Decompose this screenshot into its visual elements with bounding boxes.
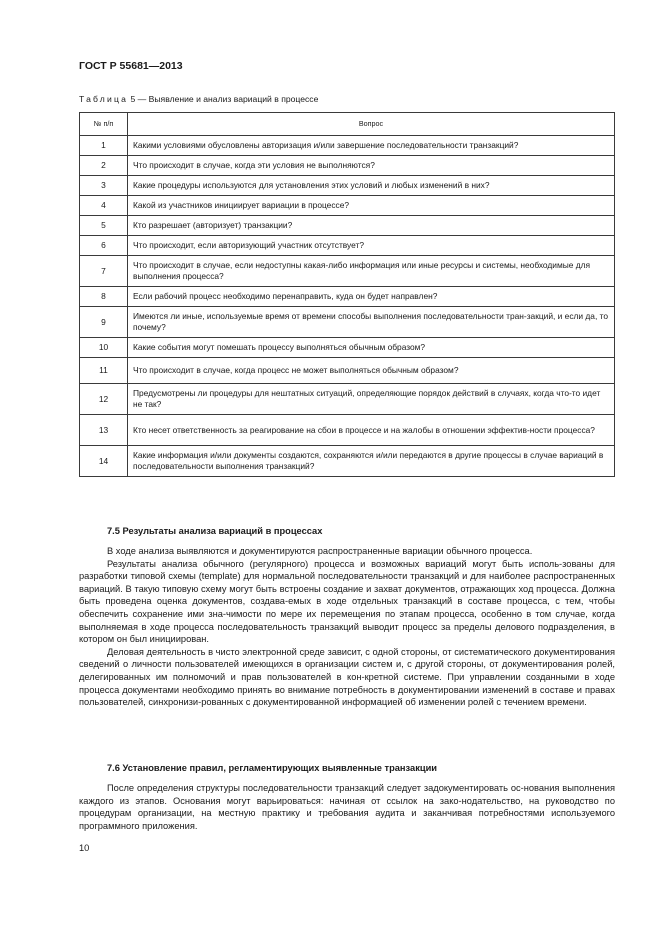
- table-row: [80, 384, 615, 415]
- row-question: Что происходит в случае, когда эти условия не выполняются?: [128, 156, 615, 176]
- document-header: ГОСТ Р 55681—2013: [79, 60, 183, 72]
- row-question: Какие события могут помешать процессу выполняться обычным образом?: [128, 338, 615, 358]
- row-question: Кто несет ответственность за реагирование на сбои в процессе и на жалобы в отношении эффектив-ности процесса?: [128, 415, 615, 446]
- paragraph: Результаты анализа обычного (регулярного) процесса и возможных вариаций могут быть исполь-зованы для разработки типовой схемы (template) для нормальной последовательности транзакций и для наиболее распространенных вариаций. В такую типовую схему могут быть встроены создание и захват документов, отражающих ход процесса. Должна быть проведена оценка документов, создава-емых в ходе отдельных транзакций в составе процесса, с тем, чтобы обеспечить сохранение ими зна-чимости по мере их перемещения по этапам процесса, особенно в том случае, когда выполняемая в ходе процесса последовательность транзакций выводит процесс за пределы делового подразделения, в котором он был инициирован.: [79, 558, 615, 645]
- row-question: Если рабочий процесс необходимо перенаправить, куда он будет направлен?: [128, 287, 615, 307]
- row-question: Какими условиями обусловлены авторизация и/или завершение последовательности транзакций?: [128, 136, 615, 156]
- row-question: Что происходит в случае, если недоступны какая-либо информация или иные ресурсы и системы, необходимые для выполнения процесса?: [128, 256, 615, 287]
- table-caption: [79, 94, 318, 104]
- table-row: [80, 156, 615, 176]
- row-number: 13: [80, 415, 128, 446]
- table-row: [80, 256, 615, 287]
- table-caption-text: 5 — Выявление и анализ вариаций в процессе: [130, 94, 319, 104]
- row-question: Какие процедуры используются для установления этих условий и любых изменений в них?: [128, 176, 615, 196]
- paragraph: Деловая деятельность в чисто электронной среде зависит, с одной стороны, от систематического документирования сведений о личности пользователей имеющихся в организации систем и, с другой стороны, от документирования ролей, делегированных им полномочий и прав пользователей в кон-кретной системе. При управлении созданными в ходе процесса документами необходимо принять во внимание потребность в документировании изменений в составе и правах пользователей, синхронизи-рованных с документированной информацией об изменении ролей с течением времени.: [79, 646, 615, 708]
- table-row: [80, 307, 615, 338]
- table-header-row: [80, 113, 615, 136]
- table-row: [80, 236, 615, 256]
- row-number: 2: [80, 156, 128, 176]
- section-7-6-title: 7.6 Установление правил, регламентирующих выявленные транзакции: [107, 763, 438, 773]
- row-number: 8: [80, 287, 128, 307]
- table-row: [80, 136, 615, 156]
- table-row: [80, 338, 615, 358]
- row-question: Имеются ли иные, используемые время от времени способы выполнения последовательности тран-закций, и если да, то почему?: [128, 307, 615, 338]
- row-question: Что происходит в случае, когда процесс не может выполняться обычным образом?: [128, 358, 615, 384]
- table-row: [80, 196, 615, 216]
- row-number: 7: [80, 256, 128, 287]
- row-question: Предусмотрены ли процедуры для нештатных ситуаций, определяющие порядок действий в случаях, когда что-то идет не так?: [128, 384, 615, 415]
- row-number: 11: [80, 358, 128, 384]
- row-number: 14: [80, 446, 128, 477]
- row-number: 4: [80, 196, 128, 216]
- row-question: Какие информация и/или документы создаются, сохраняются и/или передаются в другие процессы в случае вариаций в последовательности выполнения транзакций?: [128, 446, 615, 477]
- row-number: 10: [80, 338, 128, 358]
- row-number: 3: [80, 176, 128, 196]
- col-question-header: Вопрос: [128, 113, 615, 136]
- col-number-header: № п/п: [80, 113, 128, 136]
- table-row: [80, 358, 615, 384]
- table-row: [80, 216, 615, 236]
- row-number: 1: [80, 136, 128, 156]
- row-number: 12: [80, 384, 128, 415]
- row-number: 6: [80, 236, 128, 256]
- paragraph: В ходе анализа выявляются и документируются распространенные вариации обычного процесса.: [107, 546, 533, 556]
- section-7-6-body: [79, 782, 615, 832]
- variations-table: [79, 112, 615, 477]
- row-number: 9: [80, 307, 128, 338]
- table-row: [80, 176, 615, 196]
- section-7-5-title: 7.5 Результаты анализа вариаций в процессах: [107, 526, 323, 536]
- row-question: Кто разрешает (авторизует) транзакции?: [128, 216, 615, 236]
- table-caption-word: Таблица: [79, 94, 129, 104]
- page-number: 10: [79, 843, 90, 853]
- table-row: [80, 415, 615, 446]
- row-question: Какой из участников инициирует вариации в процессе?: [128, 196, 615, 216]
- row-question: Что происходит, если авторизующий участник отсутствует?: [128, 236, 615, 256]
- table-row: [80, 446, 615, 477]
- section-7-5-body: [79, 545, 615, 709]
- table-row: [80, 287, 615, 307]
- paragraph: После определения структуры последовательности транзакций следует задокументировать ос-нования выполнения каждого из этапов. Основания могут варьироваться: начиная от ссылок на зако-нодательство, на руководство по процедурам организации, на местную практику и требования аудита и заканчивая потребностями используемого программного приложения.: [79, 783, 615, 831]
- row-number: 5: [80, 216, 128, 236]
